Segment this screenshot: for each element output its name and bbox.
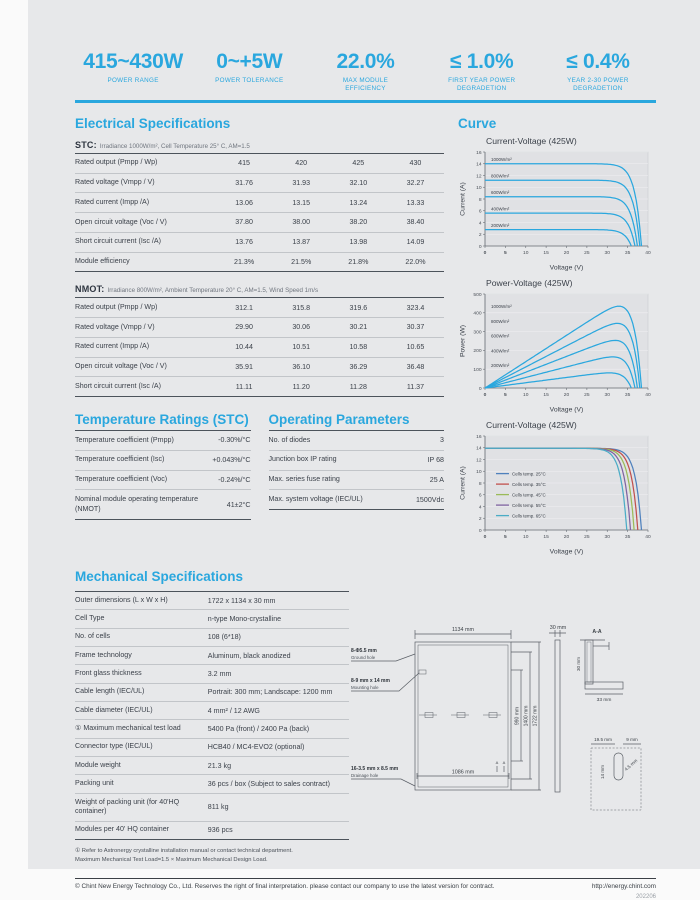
y-tick-label: 4 bbox=[478, 221, 482, 227]
row-label: Short circuit current (Isc /A) bbox=[75, 237, 161, 246]
nmot-table bbox=[75, 297, 444, 397]
row-value: 21.3 kg bbox=[207, 761, 232, 770]
row-value: 13.33 bbox=[406, 198, 425, 207]
y-tick-label: 8 bbox=[478, 197, 482, 203]
stat-max-efficiency bbox=[307, 50, 423, 93]
row-value: 30.06 bbox=[292, 323, 311, 332]
table-row bbox=[75, 338, 444, 358]
stat-label: MAX MODULE EFFICIENCY bbox=[342, 77, 389, 93]
svg-text:1400 mm: 1400 mm bbox=[523, 705, 530, 727]
table-row bbox=[75, 684, 349, 702]
y-tick-label: 6 bbox=[478, 493, 482, 499]
table-row bbox=[75, 757, 349, 775]
row-label: Cable length (IEC/UL) bbox=[75, 687, 145, 696]
stat-power-tolerance bbox=[191, 50, 307, 93]
panel-outline bbox=[415, 642, 511, 790]
row-value: 11.11 bbox=[235, 382, 253, 391]
mounting-hole-label: Mounting hole bbox=[351, 684, 379, 690]
row-value: 10.58 bbox=[349, 343, 368, 352]
x-tick-label: 35 bbox=[624, 534, 631, 540]
y-tick-label: 14 bbox=[476, 446, 482, 452]
x-tick-label: 10 bbox=[523, 250, 529, 256]
mechanical-footnote bbox=[75, 847, 349, 864]
row-label: Cable diameter (IEC/UL) bbox=[75, 705, 153, 714]
nmot-label: NMOT: bbox=[75, 284, 105, 295]
section-markers bbox=[496, 760, 506, 772]
stat-first-year-degradation bbox=[424, 50, 540, 93]
footnote-line-1: ① Refer to Astronergy crystalline installation manual or contact technical department. bbox=[75, 847, 293, 854]
y-tick-label: 4 bbox=[478, 505, 482, 511]
row-value: 11.37 bbox=[406, 382, 425, 391]
hole-callouts bbox=[351, 648, 419, 786]
legend-label: Cells temp. 55°C bbox=[512, 502, 546, 508]
frame-cross-section bbox=[576, 629, 623, 703]
table-row bbox=[75, 318, 444, 338]
stat-label: FIRST YEAR POWER DEGRADETION bbox=[448, 77, 516, 93]
iv-chart-title: Current-Voltage (425W) bbox=[486, 135, 577, 146]
series-label: 400W/m² bbox=[491, 206, 510, 212]
row-label: Front glass thickness bbox=[75, 669, 142, 678]
row-label: No. of cells bbox=[75, 632, 111, 641]
table-row bbox=[75, 253, 444, 272]
row-value: 3.2 mm bbox=[207, 669, 232, 678]
mechanical-diagram bbox=[351, 620, 700, 864]
row-value: 108 (6*18) bbox=[207, 633, 241, 642]
row-value: 10.65 bbox=[406, 343, 425, 352]
x-tick-label: 20 bbox=[563, 250, 570, 256]
row-label: Rated current (Impp /A) bbox=[75, 197, 150, 206]
svg-text:30 mm: 30 mm bbox=[576, 656, 581, 671]
row-value: 36.48 bbox=[406, 362, 425, 371]
row-value: 36.29 bbox=[349, 362, 368, 371]
row-label: Nominal module operating temperature (NMOT) bbox=[75, 494, 199, 513]
row-value: 14.09 bbox=[406, 238, 425, 247]
table-row bbox=[75, 213, 444, 233]
row-label: No. of diodes bbox=[268, 435, 311, 444]
y-tick-label: 10 bbox=[476, 185, 482, 191]
x-tick-label: 25 bbox=[584, 250, 590, 256]
row-label: Packing unit bbox=[75, 779, 114, 788]
table-row bbox=[75, 154, 444, 174]
y-tick-label: 12 bbox=[476, 174, 482, 180]
x-tick-label: 5 bbox=[504, 534, 507, 540]
row-label: Connector type (IEC/UL) bbox=[75, 742, 153, 751]
y-tick-label: 0 bbox=[478, 528, 482, 534]
stat-value: ≤ 1.0% bbox=[449, 50, 514, 73]
y-tick-label: 8 bbox=[478, 481, 482, 487]
row-label: Module efficiency bbox=[75, 257, 130, 266]
series-label: 1000W/m² bbox=[491, 156, 512, 162]
row-label: Temperature coefficient (Isc) bbox=[75, 455, 165, 464]
y-tick-label: 400 bbox=[473, 311, 482, 317]
row-value: 13.15 bbox=[292, 198, 311, 207]
table-row bbox=[269, 471, 445, 491]
row-value: 36 pcs / box (Subject to sales contract) bbox=[207, 779, 330, 788]
x-axis-label: Voltage (V) bbox=[549, 548, 584, 556]
stat-power-range bbox=[75, 50, 191, 93]
row-value: 22.0% bbox=[405, 257, 426, 266]
row-value: 37.80 bbox=[235, 218, 253, 227]
row-label: Module weight bbox=[75, 760, 121, 769]
row-value: 425 bbox=[352, 159, 365, 168]
svg-text:9 mm: 9 mm bbox=[626, 736, 638, 742]
y-tick-label: 0 bbox=[478, 244, 482, 250]
svg-text:A: A bbox=[495, 759, 499, 765]
series-label: 800W/m² bbox=[491, 173, 510, 179]
svg-text:4.5 mm: 4.5 mm bbox=[623, 757, 639, 772]
y-tick-label: 100 bbox=[473, 367, 482, 373]
row-value: 35.91 bbox=[235, 362, 253, 371]
table-row bbox=[75, 739, 349, 757]
y-axis-label: Current (A) bbox=[459, 182, 467, 216]
y-tick-label: 2 bbox=[478, 516, 482, 522]
row-label: Rated voltage (Vmpp / V) bbox=[75, 322, 155, 331]
x-tick-label: 35 bbox=[624, 250, 631, 256]
x-tick-label: 35 bbox=[624, 392, 631, 398]
row-value: 4 mm² / 12 AWG bbox=[207, 706, 260, 715]
svg-text:33 mm: 33 mm bbox=[596, 697, 612, 703]
table-row bbox=[75, 471, 251, 491]
copyright-text: © Chint New Energy Technology Co., Ltd. Reserves the right of final interpretation. please contact our company to use the latest version for contract. bbox=[75, 883, 495, 891]
table-row bbox=[75, 174, 444, 194]
row-label: Frame technology bbox=[75, 650, 132, 659]
temperature-ratings-title: Temperature Ratings (STC) bbox=[75, 412, 249, 428]
x-tick-label: 0 bbox=[483, 250, 487, 256]
operating-parameters-block bbox=[269, 412, 445, 520]
x-tick-label: 40 bbox=[645, 534, 651, 540]
row-value: 25 A bbox=[429, 475, 444, 484]
side-view bbox=[549, 625, 567, 792]
row-label: Junction box IP rating bbox=[268, 455, 337, 464]
x-tick-label: 40 bbox=[645, 392, 651, 398]
x-tick-label: 0 bbox=[483, 392, 487, 398]
table-row bbox=[75, 647, 349, 665]
series-label: 600W/m² bbox=[491, 333, 510, 339]
x-tick-label: 25 bbox=[584, 534, 590, 540]
row-value: 811 kg bbox=[207, 803, 229, 812]
row-value: IP 68 bbox=[427, 456, 444, 465]
row-value: 319.6 bbox=[349, 303, 368, 312]
document-code: 202206 bbox=[635, 894, 656, 900]
table-row bbox=[75, 629, 349, 647]
row-value: 13.24 bbox=[349, 198, 368, 207]
x-tick-label: 15 bbox=[543, 392, 549, 398]
y-axis-label: Current (A) bbox=[459, 466, 467, 500]
series-label: 800W/m² bbox=[491, 318, 510, 324]
row-value: 38.20 bbox=[349, 218, 368, 227]
row-value: 21.8% bbox=[348, 257, 369, 266]
legend-label: Cells temp. 45°C bbox=[512, 492, 546, 498]
row-label: Rated output (Pmpp / Wp) bbox=[75, 158, 158, 167]
table-row bbox=[269, 451, 445, 471]
stat-yearly-degradation bbox=[540, 50, 656, 93]
row-value: 38.00 bbox=[292, 218, 311, 227]
table-row bbox=[75, 610, 349, 628]
footnote-line-2: Maximum Mechanical Test Load=1.5 × Maximum Mechanical Design Load. bbox=[75, 856, 268, 863]
row-label: Cell Type bbox=[75, 614, 105, 623]
row-label: Short circuit current (Isc /A) bbox=[75, 381, 161, 390]
header-divider bbox=[75, 100, 656, 103]
series-label: 200W/m² bbox=[491, 222, 510, 228]
stc-condition-text: Irradiance 1000W/m², Cell Temperature 25° C, AM=1.5 bbox=[99, 142, 250, 150]
mechanical-specifications-title: Mechanical Specifications bbox=[75, 568, 244, 584]
vertical-dimensions bbox=[511, 642, 541, 790]
stc-condition bbox=[75, 140, 444, 150]
y-axis-label: Power (W) bbox=[459, 324, 467, 357]
svg-text:19.5 mm: 19.5 mm bbox=[594, 736, 612, 742]
dim-width-label: 1134 mm bbox=[451, 626, 475, 633]
y-tick-label: 16 bbox=[476, 434, 482, 440]
panel-inner-frame bbox=[418, 645, 508, 787]
x-tick-label: 20 bbox=[563, 392, 570, 398]
row-value: 13.06 bbox=[235, 198, 253, 207]
ground-hole-spec: 8-Φ5.5 mm bbox=[351, 647, 377, 654]
page-footer bbox=[75, 878, 656, 890]
row-value: n-type Mono-crystalline bbox=[207, 614, 282, 623]
row-label: Modules per 40' HQ container bbox=[75, 825, 170, 834]
current-voltage-chart bbox=[458, 147, 656, 273]
row-value: Portrait: 300 mm; Landscape: 1200 mm bbox=[207, 688, 333, 697]
row-value: 415 bbox=[238, 159, 250, 168]
x-tick-label: 30 bbox=[604, 392, 610, 398]
pv-chart-title: Power-Voltage (425W) bbox=[486, 277, 573, 288]
svg-text:990 mm: 990 mm bbox=[514, 706, 521, 725]
nmot-condition bbox=[75, 284, 444, 294]
table-row bbox=[75, 451, 251, 471]
row-value: 32.27 bbox=[406, 178, 425, 187]
x-axis-label: Voltage (V) bbox=[549, 264, 584, 272]
x-tick-label: 5 bbox=[504, 392, 507, 398]
x-tick-label: 10 bbox=[523, 534, 529, 540]
row-value: 30.21 bbox=[349, 323, 368, 332]
legend-label: Cells temp. 35°C bbox=[512, 481, 546, 487]
row-value: 11.28 bbox=[349, 382, 367, 391]
dim-bottom-label: 1086 mm bbox=[451, 769, 475, 776]
row-value: 38.40 bbox=[406, 218, 425, 227]
module-drawing bbox=[351, 620, 700, 825]
table-row bbox=[75, 298, 444, 318]
footer-url: http://energy.chint.com bbox=[591, 883, 656, 891]
stat-label: YEAR 2-30 POWER DEGRADETION bbox=[567, 77, 629, 93]
row-value: 312.1 bbox=[235, 303, 253, 312]
table-row bbox=[75, 377, 444, 396]
stat-value: 22.0% bbox=[336, 50, 395, 73]
row-label: Rated output (Pmpp / Wp) bbox=[75, 302, 158, 311]
stat-label: POWER TOLERANCE bbox=[215, 77, 284, 84]
row-value: 5400 Pa (front) / 2400 Pa (back) bbox=[207, 724, 310, 733]
row-value: 36.10 bbox=[292, 362, 311, 371]
row-value: 11.20 bbox=[292, 382, 310, 391]
table-row bbox=[75, 193, 444, 213]
table-row bbox=[269, 490, 445, 509]
y-tick-label: 16 bbox=[476, 150, 482, 156]
x-tick-label: 15 bbox=[543, 250, 549, 256]
operating-parameters-title: Operating Parameters bbox=[268, 412, 410, 428]
row-label: Max. system voltage (IEC/UL) bbox=[268, 494, 363, 503]
y-tick-label: 10 bbox=[476, 469, 482, 475]
row-value: 420 bbox=[295, 159, 308, 168]
row-value: 29.90 bbox=[235, 323, 253, 332]
x-tick-label: 30 bbox=[604, 250, 610, 256]
series-label: 400W/m² bbox=[491, 348, 510, 354]
row-value: 315.8 bbox=[292, 303, 311, 312]
row-label: Rated current (Impp /A) bbox=[75, 342, 150, 351]
y-tick-label: 500 bbox=[473, 292, 482, 298]
row-value: 430 bbox=[409, 159, 422, 168]
series-label: 1000W/m² bbox=[491, 303, 512, 309]
electrical-specifications-title: Electrical Specifications bbox=[75, 115, 231, 131]
table-row bbox=[269, 431, 445, 451]
table-row bbox=[75, 592, 349, 610]
iv-temp-chart-title: Current-Voltage (425W) bbox=[486, 419, 577, 430]
svg-text:14 mm: 14 mm bbox=[600, 764, 605, 779]
row-label: Weight of packing unit (for 40'HQ container) bbox=[75, 797, 180, 816]
x-tick-label: 20 bbox=[563, 534, 570, 540]
mechanical-table bbox=[75, 591, 349, 840]
x-tick-label: 25 bbox=[584, 392, 590, 398]
row-value: 3 bbox=[440, 436, 444, 445]
row-label: Rated voltage (Vmpp / V) bbox=[75, 178, 155, 187]
row-value: 31.93 bbox=[292, 178, 311, 187]
y-tick-label: 300 bbox=[473, 330, 482, 336]
svg-text:A: A bbox=[502, 759, 506, 765]
row-value: 31.76 bbox=[235, 178, 253, 187]
curve-title: Curve bbox=[458, 115, 497, 131]
row-value: 21.3% bbox=[234, 257, 255, 266]
y-tick-label: 14 bbox=[476, 162, 482, 168]
temperature-ratings-table bbox=[75, 430, 251, 520]
slot-detail bbox=[591, 737, 641, 810]
stc-label: STC: bbox=[75, 139, 97, 150]
y-tick-label: 200 bbox=[473, 349, 482, 355]
x-tick-label: 15 bbox=[543, 534, 549, 540]
current-voltage-temperature-chart bbox=[458, 431, 656, 557]
table-row bbox=[75, 720, 349, 738]
mounting-hole-slot bbox=[419, 670, 426, 674]
ground-hole-label: Ground hole bbox=[351, 654, 376, 660]
svg-text:1722 mm: 1722 mm bbox=[532, 705, 539, 727]
drainage-hole-label: Drainage hole bbox=[351, 772, 379, 778]
row-label: Open circuit voltage (Voc / V) bbox=[75, 362, 167, 371]
header-stats bbox=[75, 50, 656, 93]
row-value: 32.10 bbox=[349, 178, 368, 187]
legend-label: Cells temp. 65°C bbox=[512, 513, 546, 519]
x-tick-label: 30 bbox=[604, 534, 610, 540]
table-row bbox=[75, 794, 349, 822]
series-label: 200W/m² bbox=[491, 362, 510, 368]
row-value: 13.98 bbox=[349, 238, 368, 247]
row-value: 1500Vdc bbox=[415, 495, 444, 504]
y-tick-label: 0 bbox=[478, 386, 482, 392]
x-tick-label: 0 bbox=[483, 534, 487, 540]
table-row bbox=[75, 358, 444, 378]
stat-value: 0~+5W bbox=[216, 50, 283, 73]
row-label: Max. series fuse rating bbox=[268, 475, 340, 484]
x-tick-label: 5 bbox=[504, 250, 507, 256]
table-row bbox=[75, 233, 444, 253]
svg-text:A-A: A-A bbox=[592, 628, 602, 635]
table-row bbox=[75, 490, 251, 518]
stat-value: 415~430W bbox=[83, 50, 183, 73]
legend-label: Cells temp. 25°C bbox=[512, 471, 546, 477]
row-value: 41±2°C bbox=[226, 500, 251, 509]
row-value: 10.51 bbox=[292, 343, 311, 352]
row-value: 936 pcs bbox=[207, 826, 233, 835]
row-value: 13.87 bbox=[292, 238, 311, 247]
row-label: Outer dimensions (L x W x H) bbox=[75, 595, 168, 604]
stat-value: ≤ 0.4% bbox=[566, 50, 630, 73]
row-value: HCB40 / MC4-EVO2 (optional) bbox=[207, 743, 305, 752]
row-label: ① Maximum mechanical test load bbox=[75, 724, 181, 733]
table-row bbox=[75, 665, 349, 683]
row-value: 21.5% bbox=[291, 257, 312, 266]
operating-parameters-table bbox=[269, 430, 445, 510]
stat-label: POWER RANGE bbox=[107, 77, 159, 84]
y-tick-label: 2 bbox=[478, 232, 482, 238]
table-row bbox=[75, 775, 349, 793]
row-value: 30.37 bbox=[406, 323, 425, 332]
x-axis-label: Voltage (V) bbox=[549, 406, 584, 414]
row-value: 13.76 bbox=[235, 238, 253, 247]
table-row bbox=[75, 702, 349, 720]
row-value: -0.30%/°C bbox=[218, 436, 251, 445]
stc-table bbox=[75, 153, 444, 273]
temperature-ratings-block bbox=[75, 412, 251, 520]
x-tick-label: 10 bbox=[523, 392, 529, 398]
row-value: 1722 x 1134 x 30 mm bbox=[207, 596, 276, 605]
drainage-hole-spec: 16-3.5 mm x 8.5 mm bbox=[351, 765, 399, 772]
x-tick-label: 40 bbox=[645, 250, 651, 256]
mounting-hole-spec: 8-9 mm x 14 mm bbox=[351, 677, 390, 684]
dim-thickness-label: 30 mm bbox=[549, 624, 567, 631]
nmot-condition-text: Irradiance 800W/m², Ambient Temperature 20° C, AM=1.5, Wind Speed 1m/s bbox=[107, 287, 319, 295]
datasheet-page bbox=[28, 0, 700, 900]
row-label: Open circuit voltage (Voc / V) bbox=[75, 217, 167, 226]
y-tick-label: 6 bbox=[478, 209, 482, 215]
row-value: 323.4 bbox=[406, 303, 425, 312]
row-value: +0.043%/°C bbox=[212, 456, 251, 465]
row-value: 10.44 bbox=[235, 343, 253, 352]
row-value: Aluminum, black anodized bbox=[207, 651, 291, 660]
table-row bbox=[75, 431, 251, 451]
row-value: -0.24%/°C bbox=[218, 475, 251, 484]
mid-mounting-slots bbox=[419, 712, 501, 717]
series-label: 600W/m² bbox=[491, 189, 510, 195]
row-label: Temperature coefficient (Pmpp) bbox=[75, 435, 174, 444]
power-voltage-chart bbox=[458, 289, 656, 415]
y-tick-label: 12 bbox=[476, 458, 482, 464]
row-label: Temperature coefficient (Voc) bbox=[75, 475, 168, 484]
table-row bbox=[75, 822, 349, 839]
